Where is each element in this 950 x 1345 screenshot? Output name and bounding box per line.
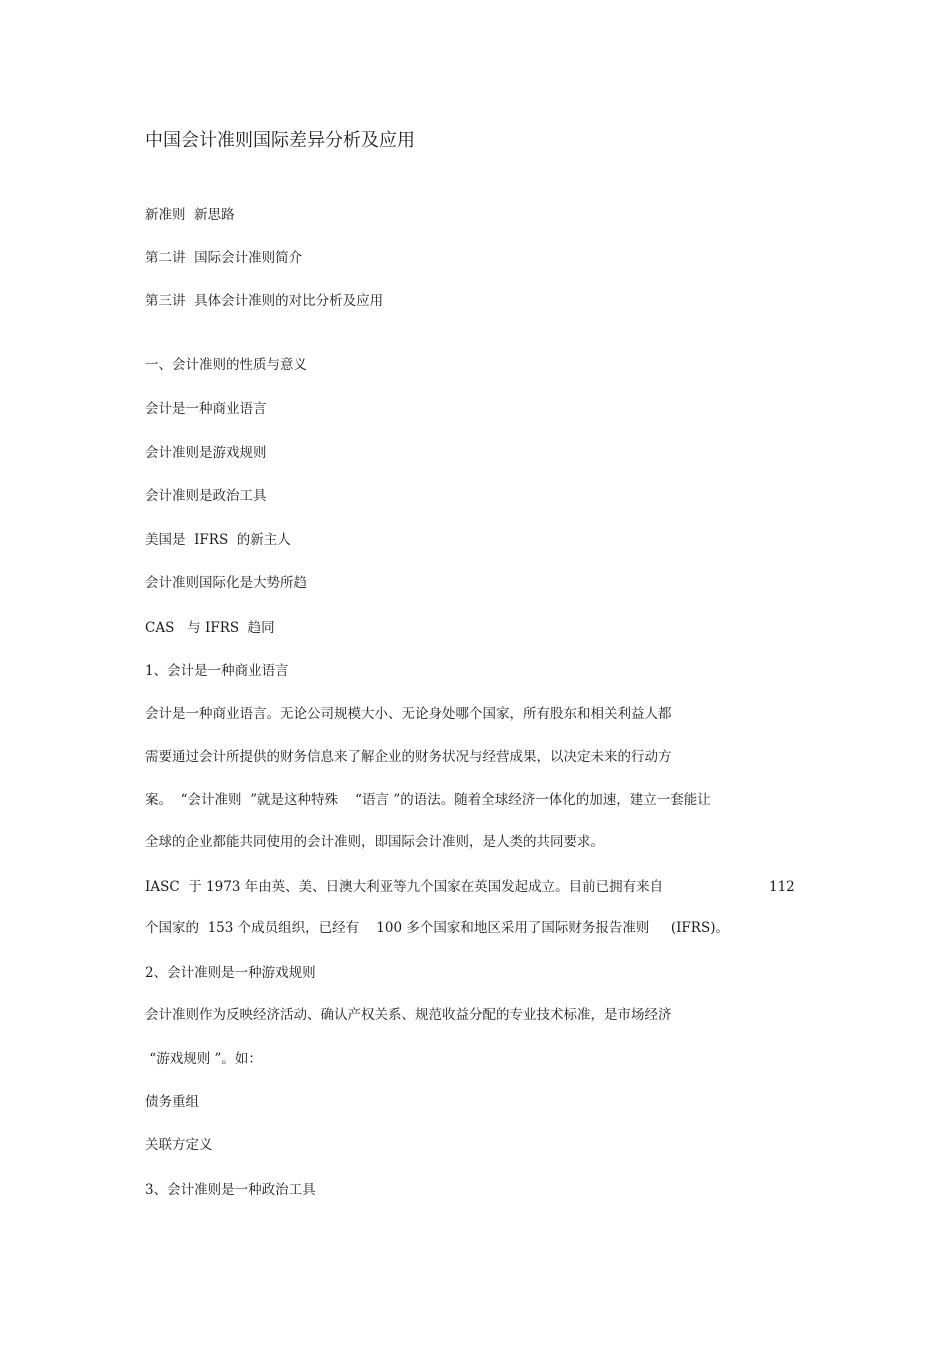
paragraph-line: 会计准则作为反映经济活动、确认产权关系、规范收益分配的专业技术标准，是市场经济: [145, 1007, 672, 1023]
list-item: 会计准则国际化是大势所趋: [145, 575, 307, 591]
paragraph-line: “游戏规则 ”。如：: [145, 1051, 262, 1067]
paragraph-line-number: 112: [769, 879, 795, 895]
list-item: CAS 与 IFRS 趋同: [145, 620, 275, 636]
toc-item-3: 第三讲 具体会计准则的对比分析及应用: [145, 293, 384, 309]
subsection-heading: 2、会计准则是一种游戏规则: [145, 965, 316, 981]
list-item: 关联方定义: [145, 1137, 213, 1153]
document-title: 中国会计准则国际差异分析及应用: [145, 130, 415, 151]
paragraph-line: 会计是一种商业语言。无论公司规模大小、无论身处哪个国家，所有股东和相关利益人都: [145, 706, 672, 722]
list-item: 债务重组: [145, 1094, 199, 1110]
list-item: 美国是 IFRS 的新主人: [145, 532, 291, 548]
list-item: 会计准则是游戏规则: [145, 445, 267, 461]
list-item: 会计是一种商业语言: [145, 401, 267, 417]
paragraph-line: [145, 878, 795, 950]
paragraph-line: 全球的企业都能共同使用的会计准则，即国际会计准则，是人类的共同要求。: [145, 834, 604, 850]
paragraph-line: 案。 “会计准则 ”就是这种特殊 “语言 ”的语法。随着全球经济一体化的加速，建立一套能让: [145, 792, 711, 808]
subsection-heading: 1、会计是一种商业语言: [145, 663, 289, 679]
paragraph-line: 个国家的 153 个成员组织，已经有 100 多个国家和地区采用了国际财务报告准则 (IFRS)。: [145, 920, 729, 936]
section-heading: 一、会计准则的性质与意义: [145, 357, 307, 373]
subsection-heading: 3、会计准则是一种政治工具: [145, 1182, 316, 1198]
toc-item-1: 新准则 新思路: [145, 207, 235, 223]
paragraph-line: 需要通过会计所提供的财务信息来了解企业的财务状况与经营成果，以决定未来的行动方: [145, 749, 672, 765]
paragraph-line-text: IASC 于 1973 年由英、美、日澳大利亚等九个国家在英国发起成立。目前已拥有来自: [145, 879, 664, 895]
list-item: 会计准则是政治工具: [145, 488, 267, 504]
toc-item-2: 第二讲 国际会计准则简介: [145, 250, 303, 266]
